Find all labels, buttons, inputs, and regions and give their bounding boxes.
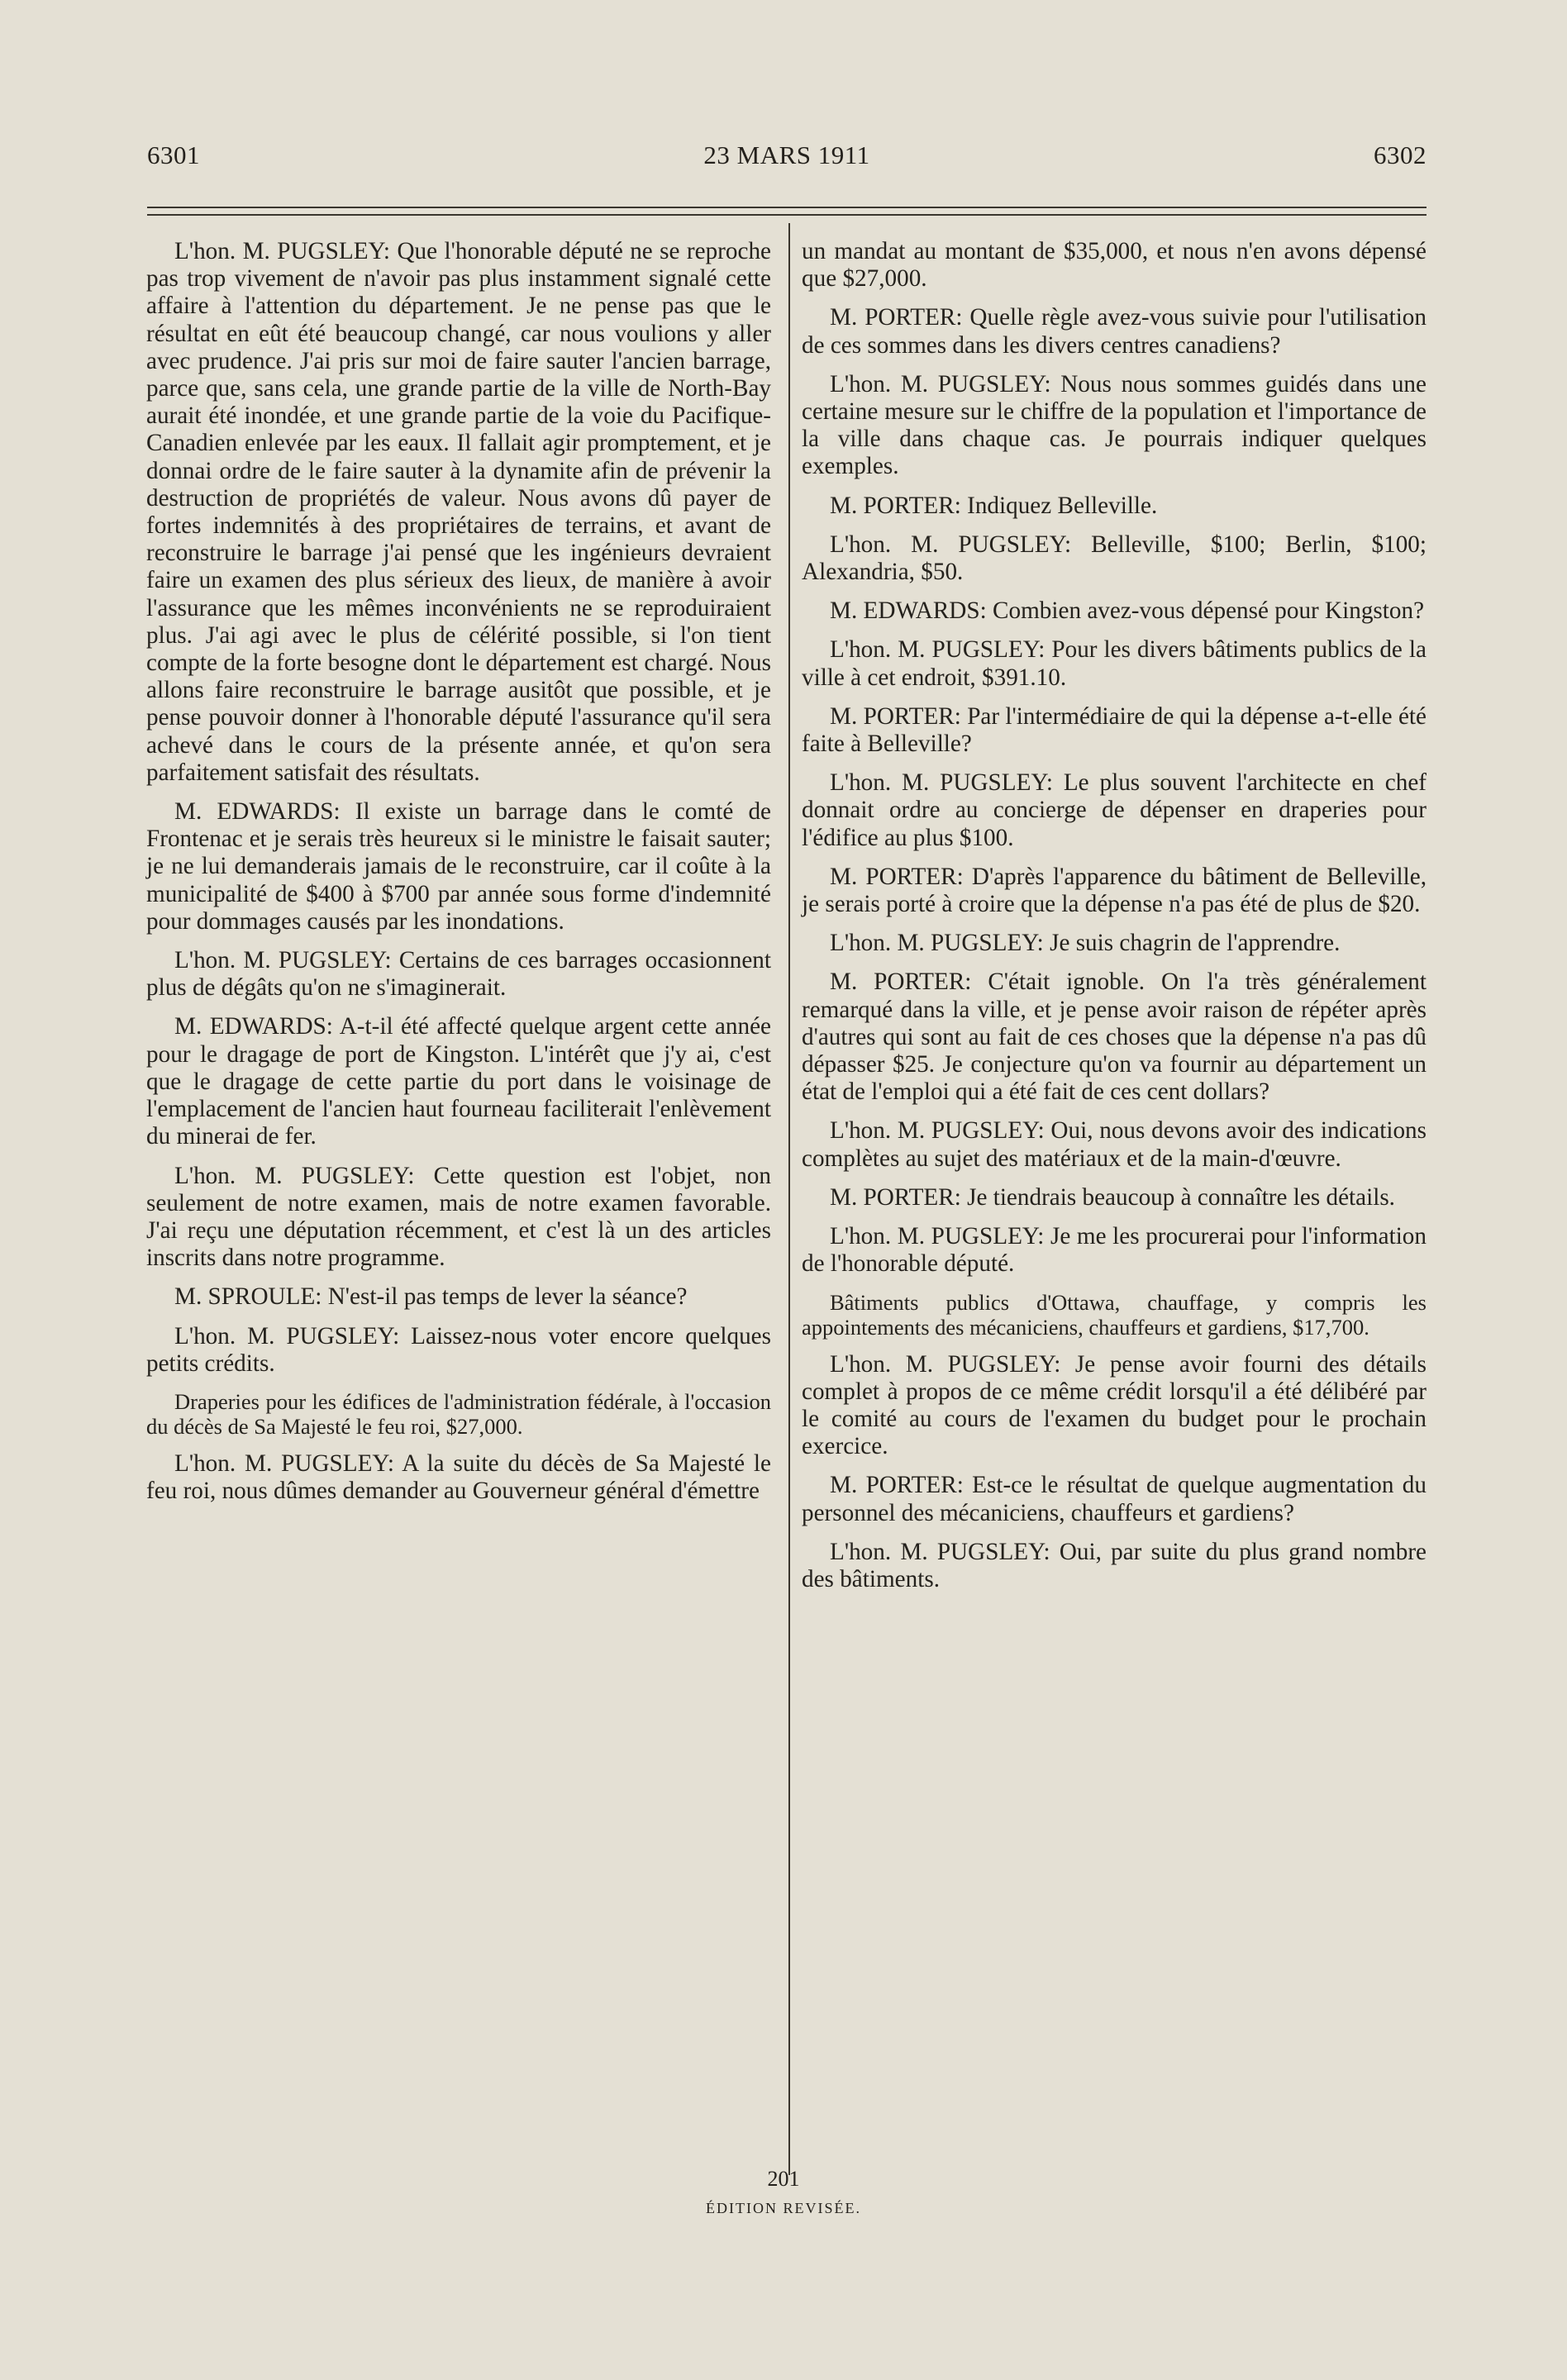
page-number-right: 6302 xyxy=(1374,140,1426,169)
paragraph: L'hon. M. PUGSLEY: Pour les divers bâtiments publics de la ville à cet endroit, $391.10. xyxy=(802,636,1426,691)
paragraph: M. SPROULE: N'est-il pas temps de lever la séance? xyxy=(174,1283,688,1311)
paragraph: M. PORTER: Par l'intermédiaire de qui la dépense a-t-elle été faite à Belleville? xyxy=(802,702,1426,758)
header-rule-top xyxy=(147,207,1426,208)
header-rule-bottom xyxy=(147,214,1426,216)
paragraph: L'hon. M. PUGSLEY: Certains de ces barrages occasionnent plus de dégâts qu'on ne s'imaginerait. xyxy=(146,947,771,1002)
left-column xyxy=(146,238,771,1516)
column-divider xyxy=(788,223,790,2175)
running-header xyxy=(147,140,1426,174)
paragraph: M. PORTER: Indiquez Belleville. xyxy=(830,492,1158,519)
paragraph: L'hon. M. PUGSLEY: Cette question est l'objet, non seulement de notre examen, mais de notre examen favorable. J'ai reçu une députation récemment, et c'est là un des articles inscrits dans notre programme. xyxy=(146,1162,771,1272)
paragraph: Bâtiments publics d'Ottawa, chauffage, y compris les appointements des mécaniciens, chauffeurs et gardiens, $17,700. xyxy=(802,1289,1426,1340)
paragraph: M. PORTER: Je tiendrais beaucoup à connaître les détails. xyxy=(830,1183,1395,1211)
header-date: 23 MARS 1911 xyxy=(703,140,870,169)
paragraph: L'hon. M. PUGSLEY: Je me les procurerai pour l'information de l'honorable député. xyxy=(802,1223,1426,1278)
paragraph: M. PORTER: C'était ignoble. On l'a très généralement remarqué dans la ville, et je pense avoir raison de répéter après d'autres qui sont au fait de ces choses que la dépense n'a pas dû dépasser $25. Je conjecture qu'on va fournir au département un état de l'emploi qui a été fait de ces cent dollars? xyxy=(802,969,1426,1106)
paragraph: L'hon. M. PUGSLEY: A la suite du décès de Sa Majesté le feu roi, nous dûmes demander au Gouverneur général d'émettre xyxy=(146,1449,771,1505)
paragraph: M. PORTER: D'après l'apparence du bâtiment de Belleville, je serais porté à croire que la dépense n'a pas été de plus de $20. xyxy=(802,863,1426,918)
paragraph: M. PORTER: Est-ce le résultat de quelque augmentation du personnel des mécaniciens, chauffeurs et gardiens? xyxy=(802,1472,1426,1526)
paragraph: L'hon. M. PUGSLEY: Je suis chagrin de l'apprendre. xyxy=(830,930,1341,957)
right-column xyxy=(802,238,1426,1605)
paragraph: L'hon. M. PUGSLEY: Nous nous sommes guidés dans une certaine mesure sur le chiffre de la population et l'importance de la ville dans chaque cas. Je pourrais indiquer quelques exemples. xyxy=(802,370,1426,480)
paragraph: L'hon. M. PUGSLEY: Le plus souvent l'architecte en chef donnait ordre au concierge de dépenser en draperies pour l'édifice au plus $100. xyxy=(802,769,1426,851)
paragraph: L'hon. M. PUGSLEY: Que l'honorable député ne se reproche pas trop vivement de n'avoir pas plus instamment signalé cette affaire à l'attention du département. Je ne pense pas que le résultat en eût été beaucoup changé, car nous voulions y aller avec prudence. J'ai pris sur moi de faire sauter l'ancien barrage, parce que, sans cela, une grande partie de la ville de North-Bay aurait été inondée, et une grande partie de la voie du Pacifique-Canadien enlevée par les eaux. Il fallait agir promptement, et je donnai ordre de le faire sauter à la dynamite afin de prévenir la destruction de propriétés de valeur. Nous avons dû payer de fortes indemnités à des propriétaires de terrains, et avant de reconstruire le barrage j'ai pensé que les ingénieurs devraient faire un examen des plus sérieux des lieux, de manière à avoir l'assurance que les mêmes inconvénients ne se reproduiraient plus. J'ai agi avec le plus de célérité possible, si l'on tient compte de la forte besogne dont le département est chargé. Nous allons faire reconstruire le barrage ausitôt que possible, et je pense pouvoir donner à l'honorable député l'assurance qu'il sera achevé dans le cours de la présente année, et qu'on sera parfaitement satisfait des résultats. xyxy=(146,238,771,786)
paragraph: M. EDWARDS: A-t-il été affecté quelque argent cette année pour le dragage de port de Kingston. L'intérêt que j'y ai, c'est que le dragage de cette partie du port dans le voisinage de l'emplacement de l'ancien haut fourneau faciliterait l'enlèvement du minerai de fer. xyxy=(146,1013,771,1150)
paragraph: L'hon. M. PUGSLEY: Je pense avoir fourni des détails complet à propos de ce même crédit lorsqu'il a été délibéré par le comité au cours de l'examen du budget pour le prochain exercice. xyxy=(802,1350,1426,1460)
paragraph: M. EDWARDS: Combien avez-vous dépensé pour Kingston? xyxy=(830,597,1425,625)
footer-edition: ÉDITION REVISÉE. xyxy=(706,2200,861,2216)
paragraph: L'hon. M. PUGSLEY: Laissez-nous voter encore quelques petits crédits. xyxy=(146,1322,771,1377)
paragraph: M. PORTER: Quelle règle avez-vous suivie pour l'utilisation de ces sommes dans les divers centres canadiens? xyxy=(802,304,1426,359)
paragraph: un mandat au montant de $35,000, et nous n'en avons dépensé que $27,000. xyxy=(802,238,1426,293)
paragraph: L'hon. M. PUGSLEY: Belleville, $100; Berlin, $100; Alexandria, $50. xyxy=(802,531,1426,586)
footer-page-number: 201 xyxy=(767,2167,800,2191)
page-number-left: 6301 xyxy=(147,140,200,169)
paragraph: Draperies pour les édifices de l'administration fédérale, à l'occasion du décès de Sa Majesté le feu roi, $27,000. xyxy=(146,1388,771,1439)
paragraph: L'hon. M. PUGSLEY: Oui, par suite du plus grand nombre des bâtiments. xyxy=(802,1538,1426,1592)
paragraph: L'hon. M. PUGSLEY: Oui, nous devons avoir des indications complètes au sujet des matériaux et de la main-d'œuvre. xyxy=(802,1117,1426,1172)
paragraph: M. EDWARDS: Il existe un barrage dans le comté de Frontenac et je serais très heureux si le ministre le faisait sauter; je ne lui demanderais jamais de le reconstruire, car il coûte à la municipalité de $400 à $700 par année sous forme d'indemnité pour dommages causés par les inondations. xyxy=(146,798,771,935)
